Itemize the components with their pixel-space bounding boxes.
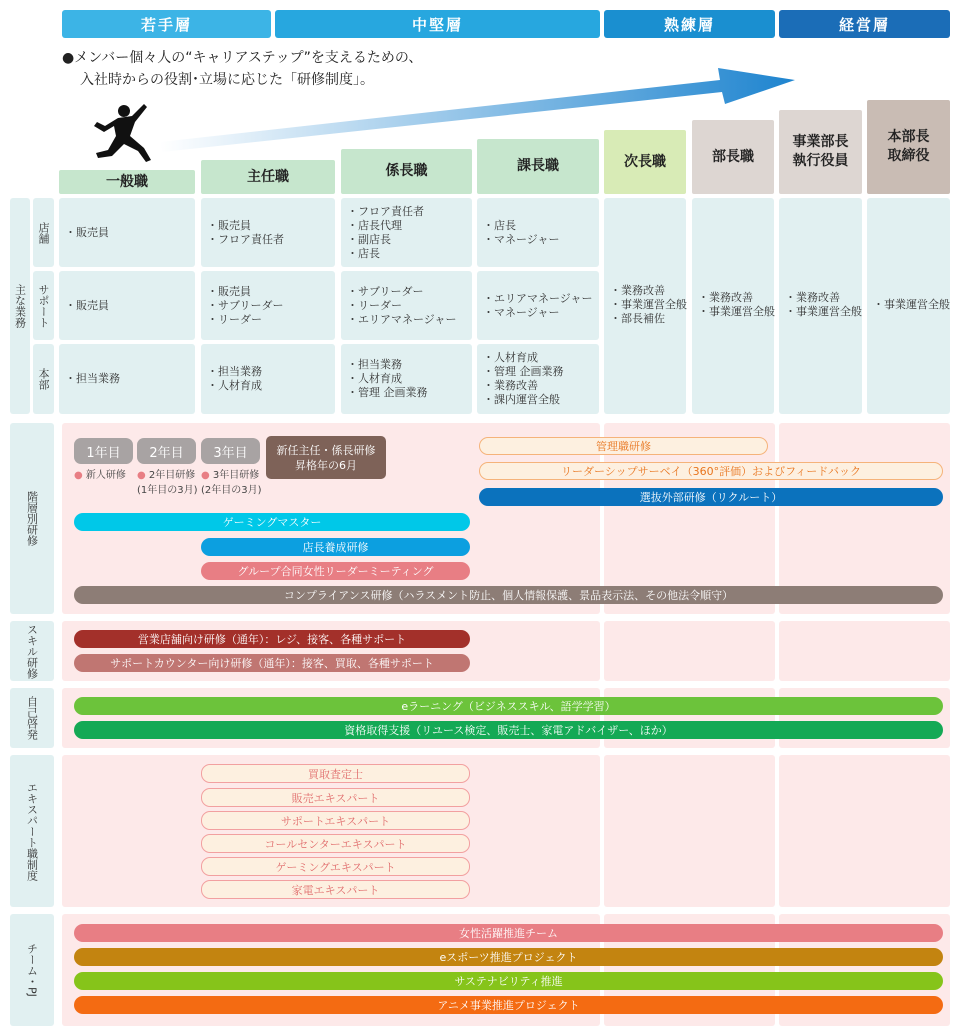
- duty-cell-store-2: [341, 198, 472, 267]
- year-1-caption: ● 新人研修: [74, 470, 126, 481]
- duty-item: ・ サブリーダー: [207, 299, 331, 313]
- bar-women-leader-meeting: グループ合同女性リーダーミーティング: [201, 562, 470, 580]
- runner-icon: [88, 100, 154, 170]
- duty-item: ・ 店長代理: [347, 219, 468, 233]
- expert-item: 販売エキスパート: [201, 788, 470, 807]
- duty-item: ・ エリアマネージャー: [483, 292, 595, 306]
- duty-item: ・ フロア責任者: [207, 233, 331, 247]
- year-3-box: 3年目: [201, 438, 260, 464]
- expert-item: 家電エキスパート: [201, 880, 470, 899]
- bar-gaming-master: ゲーミングマスター: [74, 513, 470, 531]
- skill-bg-3: [779, 621, 950, 681]
- duty-cell-hq-3: [477, 344, 599, 414]
- duty-item: ・ 業務改善: [610, 284, 682, 298]
- bar-store-skill-training: 営業店舗向け研修（通年）：レジ、接客、各種サポート: [74, 630, 470, 648]
- row-label-support: サポート: [33, 271, 54, 340]
- tier-mid: 中堅層: [275, 10, 600, 38]
- duty-item: ・ 担当業務: [347, 358, 468, 372]
- duty-item: ・ 販売員: [65, 299, 191, 313]
- duty-item: ・ 事業運営全般: [610, 298, 682, 312]
- duty-senior-c5: [692, 285, 774, 325]
- duty-item: ・ マネージャー: [483, 306, 595, 320]
- row-label-store: 店舗: [33, 198, 54, 267]
- duty-item: ・ 事業運営全般: [785, 305, 858, 319]
- duty-item: ・ 業務改善: [483, 379, 595, 393]
- duty-item: ・ リーダー: [347, 299, 468, 313]
- intro-line-2: 入社時からの役割･立場に応じた「研修制度」。: [80, 72, 374, 88]
- duty-cell-hq-0: [59, 344, 195, 414]
- bar-anime-project: アニメ事業推進プロジェクト: [74, 996, 943, 1014]
- position-general: 一般職: [59, 170, 195, 194]
- year-2-subcaption: (1年目の3月): [137, 485, 198, 496]
- duty-item: ・ 販売員: [207, 219, 331, 233]
- skill-bg-2: [604, 621, 775, 681]
- duty-cell-hq-1: [201, 344, 335, 414]
- bar-qualification-support: 資格取得支援（リユース検定、販売士、家電アドバイザー、ほか）: [74, 721, 943, 739]
- expert-item: 買取査定士: [201, 764, 470, 783]
- duty-cell-support-2: [341, 271, 472, 340]
- duty-item: ・ 人材育成: [207, 379, 331, 393]
- row-label-hq: 本部: [33, 344, 54, 414]
- tier-management: 経営層: [779, 10, 950, 38]
- duty-item: ・ 事業運営全般: [873, 298, 946, 312]
- duty-item: ・ マネージャー: [483, 233, 595, 247]
- duty-cell-support-3: [477, 271, 599, 340]
- position-chief: 主任職: [201, 160, 335, 194]
- bar-elearning: eラーニング（ビジネススキル、語学学習）: [74, 697, 943, 715]
- label-team-pj: チーム・PJ: [10, 914, 54, 1026]
- duty-item: ・ エリアマネージャー: [347, 313, 468, 327]
- duty-item: ・ 販売員: [207, 285, 331, 299]
- position-hq-head-line1: 本部長: [887, 129, 930, 145]
- main-duties-label: 主な業務: [10, 198, 30, 414]
- expert-item: サポートエキスパート: [201, 811, 470, 830]
- year-2-caption: ● 2年目研修: [137, 470, 196, 481]
- expert-item: コールセンターエキスパート: [201, 834, 470, 853]
- expert-bg-3: [779, 755, 950, 907]
- tier-junior: 若手層: [62, 10, 271, 38]
- position-director-board: 取締役: [887, 148, 930, 164]
- bar-women-team: 女性活躍推進チーム: [74, 924, 943, 942]
- position-director: 部長職: [692, 120, 774, 194]
- duty-senior-c6: [779, 285, 862, 325]
- expert-bg-2: [604, 755, 775, 907]
- duty-item: ・ 課内運営全般: [483, 393, 595, 407]
- bar-external-training: 選抜外部研修（リクルート）: [479, 488, 943, 506]
- year-3-caption: ● 3年目研修: [201, 470, 260, 481]
- bar-store-manager-training: 店長養成研修: [201, 538, 470, 556]
- duty-senior-c7: [867, 292, 950, 318]
- label-expert-system: エキスパート職制度: [10, 755, 54, 907]
- duty-item: ・ 店長: [483, 219, 595, 233]
- expert-item: ゲーミングエキスパート: [201, 857, 470, 876]
- duty-item: ・ 部長補佐: [610, 312, 682, 326]
- bar-leadership-survey: リーダーシップサーベイ（360°評価）およびフィードバック: [479, 462, 943, 480]
- bar-support-skill-training: サポートカウンター向け研修（通年）：接客、買取、各種サポート: [74, 654, 470, 672]
- position-division-head: [779, 110, 862, 194]
- new-chief-training-date: 昇格年の6月: [295, 458, 357, 472]
- duty-item: ・ 人材育成: [483, 351, 595, 365]
- year-2-box: 2年目: [137, 438, 196, 464]
- bar-sustainability: サステナビリティ推進: [74, 972, 943, 990]
- position-deputy-director: 次長職: [604, 130, 686, 194]
- bar-compliance-training: コンプライアンス研修（ハラスメント防止、個人情報保護、景品表示法、その他法令順守）: [74, 586, 943, 604]
- duty-item: ・ 管理 企画業務: [347, 386, 468, 400]
- duty-item: ・ 業務改善: [698, 291, 770, 305]
- duty-cell-store-3: [477, 198, 599, 267]
- duty-item: ・ フロア責任者: [347, 205, 468, 219]
- duty-item: ・ 副店長: [347, 233, 468, 247]
- duty-item: ・ 管理 企画業務: [483, 365, 595, 379]
- position-manager: 課長職: [477, 139, 599, 194]
- duty-item: ・ サブリーダー: [347, 285, 468, 299]
- duty-item: ・ リーダー: [207, 313, 331, 327]
- position-division-head-line1: 事業部長: [792, 134, 849, 150]
- position-executive-officer: 執行役員: [792, 153, 849, 169]
- label-skill-training: スキル研修: [10, 621, 54, 681]
- label-hierarchy-training: 階層別研修: [10, 423, 54, 614]
- duty-cell-hq-2: [341, 344, 472, 414]
- duty-cell-store-0: [59, 198, 195, 267]
- duty-item: ・ 店長: [347, 247, 468, 261]
- new-chief-training-title: 新任主任・係長研修: [276, 443, 376, 457]
- duty-cell-support-0: [59, 271, 195, 340]
- intro-line-1: ●メンバー個々人の“キャリアステップ”を支えるための、: [62, 50, 423, 66]
- duty-cell-support-1: [201, 271, 335, 340]
- duty-item: ・ 担当業務: [65, 372, 191, 386]
- tier-skilled: 熟練層: [604, 10, 775, 38]
- bar-manager-training: 管理職研修: [479, 437, 768, 455]
- year-3-subcaption: (2年目の3月): [201, 485, 262, 496]
- duty-item: ・ 販売員: [65, 226, 191, 240]
- year-1-box: 1年目: [74, 438, 133, 464]
- position-hq-head: [867, 100, 950, 194]
- position-section-chief: 係長職: [341, 149, 472, 194]
- new-chief-training: [266, 436, 386, 479]
- duty-cell-store-1: [201, 198, 335, 267]
- label-self-development: 自己啓発: [10, 688, 54, 748]
- duty-item: ・ 人材育成: [347, 372, 468, 386]
- duty-senior-c4: [604, 278, 686, 332]
- duty-item: ・ 事業運営全般: [698, 305, 770, 319]
- duty-item: ・ 業務改善: [785, 291, 858, 305]
- bar-esports-project: eスポーツ推進プロジェクト: [74, 948, 943, 966]
- duty-item: ・ 担当業務: [207, 365, 331, 379]
